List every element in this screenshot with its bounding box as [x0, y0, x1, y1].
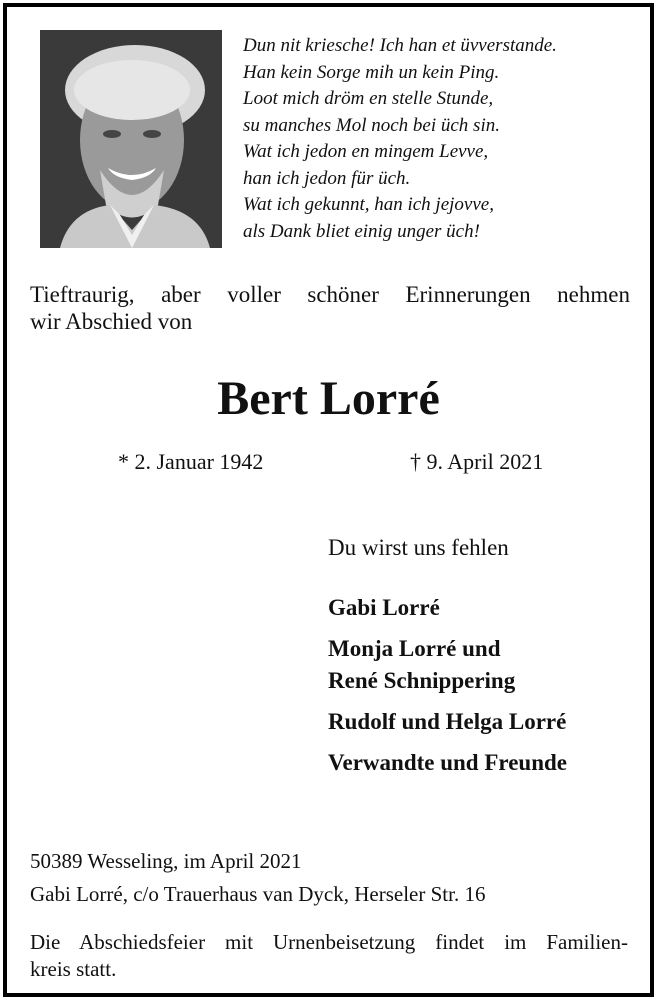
place-date: 50389 Wesseling, im April 2021	[30, 849, 302, 873]
family-group	[328, 633, 567, 697]
intro-line: Tieftraurig, aber voller schöner Erinnerungen nehmen	[30, 282, 630, 307]
family-member: Gabi Lorré	[328, 595, 440, 620]
family-member: Verwandte und Freunde	[328, 750, 567, 775]
note-line: kreis statt.	[30, 957, 117, 981]
family-group	[328, 592, 567, 624]
family-list	[328, 592, 567, 788]
family-group	[328, 747, 567, 779]
family-member: Monja Lorré und	[328, 636, 501, 661]
poem-line: Wat ich gekunnt, han ich jejovve,	[243, 194, 494, 215]
intro-line: wir Abschied von	[30, 309, 193, 334]
closing-phrase: Du wirst uns fehlen	[328, 535, 509, 560]
family-member: Rudolf und Helga Lorré	[328, 709, 567, 734]
poem-line: Han kein Sorge mih un kein Ping.	[243, 61, 500, 83]
intro-text	[30, 281, 630, 335]
poem-line: als Dank bliet einig unger üch!	[243, 220, 480, 242]
address: Gabi Lorré, c/o Trauerhaus van Dyck, Herseler Str. 16	[30, 882, 486, 906]
poem-line: Wat ich jedon en mingem Levve,	[243, 141, 489, 162]
birth-date: * 2. Januar 1942	[118, 449, 264, 474]
ceremony-note	[30, 929, 628, 983]
poem-line: han ich jedon für üch.	[243, 167, 411, 189]
poem	[243, 33, 557, 245]
death-date: † 9. April 2021	[410, 449, 544, 474]
poem-line: Loot mich dröm en stelle Stunde,	[243, 88, 494, 109]
contact-block	[30, 845, 485, 911]
poem-line: su manches Mol noch bei üch sin.	[243, 114, 500, 136]
poem-line: Dun nit kriesche! Ich han et üvverstande.	[243, 35, 557, 56]
deceased-name: Bert Lorré	[217, 372, 440, 425]
family-member: René Schnippering	[328, 668, 516, 693]
family-group	[328, 706, 567, 738]
note-line: Die Abschiedsfeier mit Urnenbeisetzung findet im Familien-	[30, 930, 628, 954]
portrait-photo	[40, 30, 222, 248]
